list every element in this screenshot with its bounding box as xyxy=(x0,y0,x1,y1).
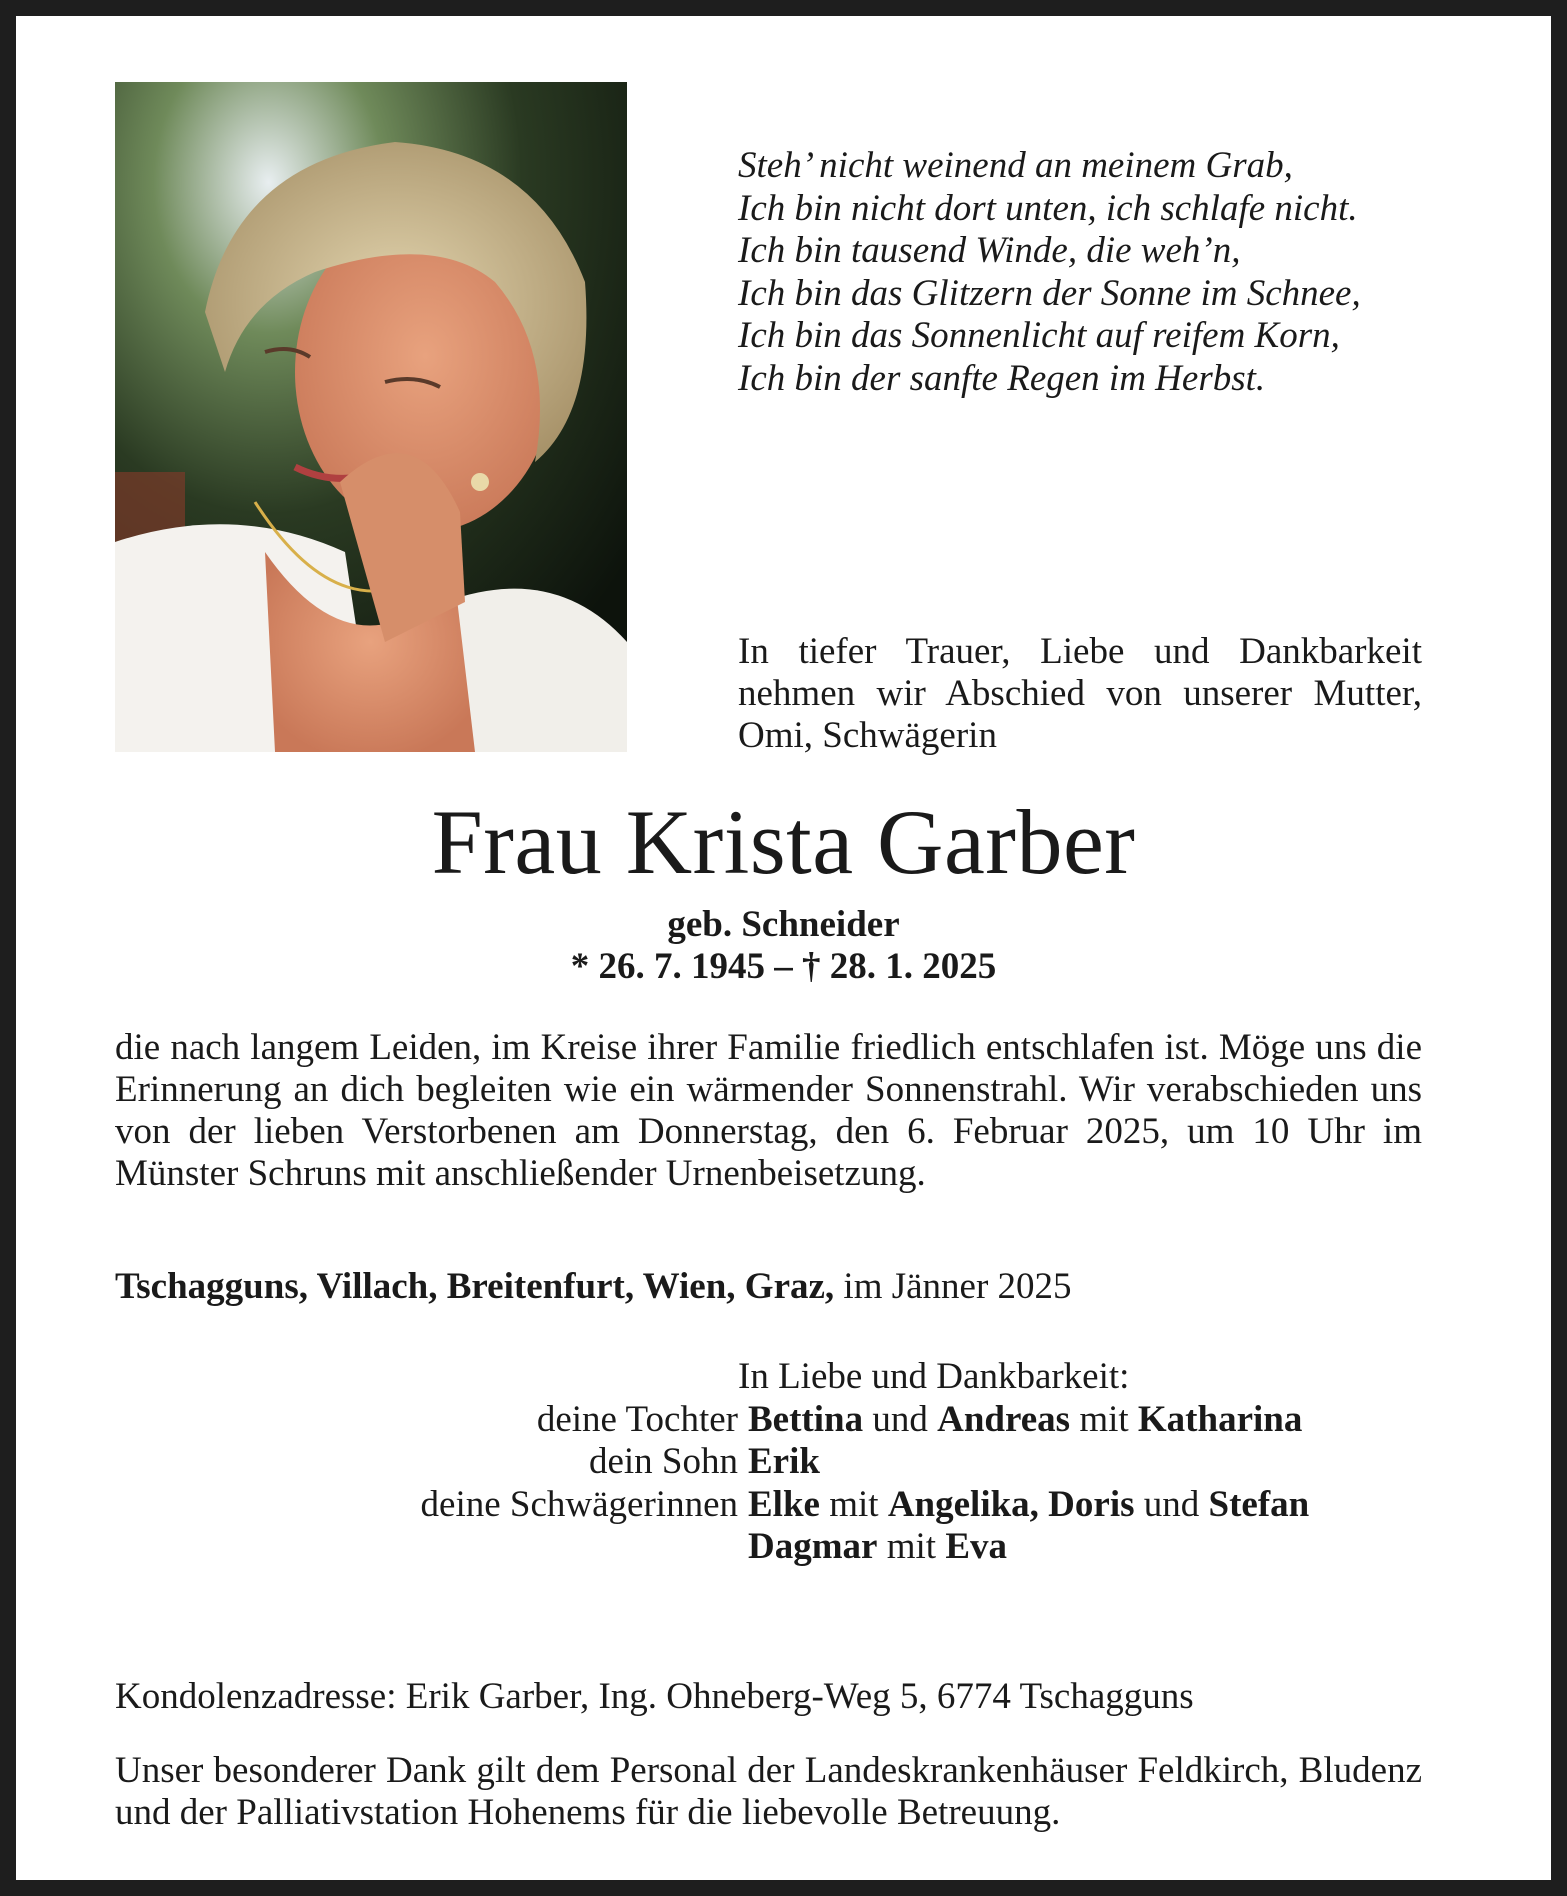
place-date: im Jänner 2025 xyxy=(843,1266,1072,1307)
poem-line: Steh’ nicht weinend an meinem Grab, xyxy=(738,145,1293,186)
family-row xyxy=(115,1441,1435,1484)
family-name: Dagmar xyxy=(748,1526,878,1567)
poem-line: Ich bin nicht dort unten, ich schlafe nicht. xyxy=(738,187,1358,229)
intro-text: In tiefer Trauer, Liebe und Dankbarkeit nehmen wir Abschied von unserer Mutter, Omi, Schwägerin xyxy=(738,631,1422,756)
family-name: Katharina xyxy=(1137,1398,1303,1440)
family-row xyxy=(115,1399,1435,1442)
family-row xyxy=(115,1484,1435,1527)
connector: und xyxy=(872,1398,928,1440)
connector: mit xyxy=(886,1526,937,1567)
poem-line: Ich bin das Glitzern der Sonne im Schnee, xyxy=(738,272,1361,314)
announcement-text: die nach langem Leiden, im Kreise ihrer Familie friedlich entschlafen ist. Möge uns die Erinnerung an dich begleiten wie ein wärmender Sonnenstrahl. Wir verabschieden uns von der lieben Verstorbenen am Donnerstag, den 6. Februar 2025, um 10 Uhr im Münster Schruns mit anschließender Urnenbeisetzung. xyxy=(115,1027,1422,1194)
relation-label: deine Tochter xyxy=(536,1398,738,1440)
birth-info xyxy=(0,904,1567,988)
poem-line: Ich bin das Sonnenlicht auf reifem Korn, xyxy=(738,315,1340,356)
family-name: Elke xyxy=(748,1483,820,1525)
family-name: Bettina xyxy=(748,1398,864,1440)
family-row xyxy=(115,1526,1435,1569)
connector: mit xyxy=(829,1483,879,1525)
family-name: Angelika, Doris xyxy=(887,1483,1135,1525)
family-name: Stefan xyxy=(1208,1483,1310,1525)
poem-line: Ich bin tausend Winde, die weh’n, xyxy=(738,230,1241,271)
connector: und xyxy=(1143,1483,1200,1525)
family-name: Andreas xyxy=(937,1398,1071,1440)
connector: mit xyxy=(1079,1398,1129,1440)
deceased-name: Frau Krista Garber xyxy=(431,791,1136,893)
family-list xyxy=(115,1356,1435,1569)
places-line xyxy=(115,1266,1422,1308)
poem-line: Ich bin der sanfte Regen im Herbst. xyxy=(738,357,1266,399)
birth-name: geb. Schneider xyxy=(667,904,900,945)
poem xyxy=(738,145,1438,400)
relation-label: dein Sohn xyxy=(588,1441,738,1482)
relation-label: deine Schwägerinnen xyxy=(420,1483,738,1525)
life-dates: * 26. 7. 1945 – † 28. 1. 2025 xyxy=(570,946,997,987)
portrait-photo xyxy=(115,82,627,752)
family-heading: In Liebe und Dankbarkeit: xyxy=(738,1356,1130,1397)
thanks-text: Unser besonderer Dank gilt dem Personal der Landeskrankenhäuser Feldkirch, Bludenz und der Palliativstation Hohenems für die liebevolle Betreuung. xyxy=(115,1750,1422,1833)
family-name: Eva xyxy=(945,1526,1007,1567)
condolence-address: Kondolenzadresse: Erik Garber, Ing. Ohneberg-Weg 5, 6774 Tschagguns xyxy=(115,1676,1194,1717)
places: Tschagguns, Villach, Breitenfurt, Wien, Graz, xyxy=(115,1266,835,1307)
family-name: Erik xyxy=(748,1441,820,1482)
